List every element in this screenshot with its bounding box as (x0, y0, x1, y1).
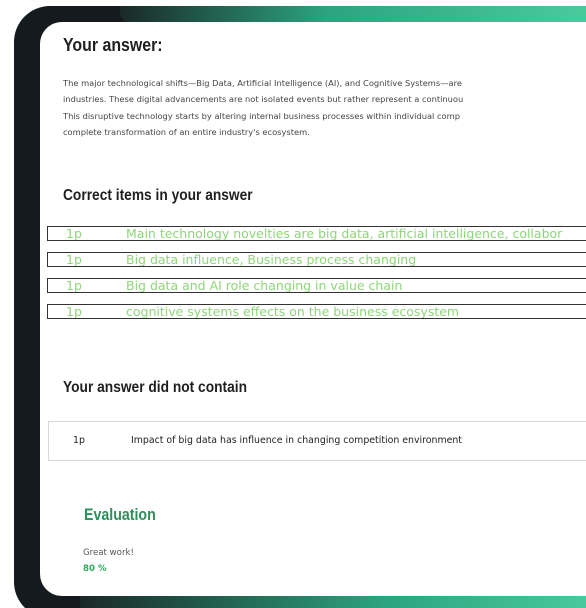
your-answer-heading: Your answer: (63, 34, 163, 55)
answer-line: industries. These digital advancements are not isolated events but rather represent a continuou (63, 94, 464, 105)
evaluation-heading: Evaluation (84, 506, 156, 524)
item-points: 1p (66, 226, 82, 241)
missing-item-row (48, 421, 586, 461)
bottom-accent-bar (80, 596, 586, 608)
item-points: 1p (73, 435, 85, 446)
correct-item-row (47, 278, 586, 293)
item-text: cognitive systems effects on the business ecosystem (126, 304, 460, 319)
missing-items-heading: Your answer did not contain (63, 379, 247, 396)
answer-line: The major technological shifts—Big Data, Artificial Intelligence (AI), and Cognitive Systems—are (63, 78, 462, 88)
answer-line: complete transformation of an entire industry's ecosystem. (63, 126, 310, 137)
item-points: 1p (66, 278, 82, 293)
item-text: Main technology novelties are big data, artificial intelligence, collabor (126, 226, 563, 241)
item-points: 1p (66, 252, 82, 267)
correct-item-row (47, 304, 586, 319)
answer-text (63, 75, 586, 140)
result-card (40, 22, 586, 596)
answer-line: This disruptive technology starts by altering internal business processes within individual comp (63, 110, 460, 121)
correct-items-heading: Correct items in your answer (63, 187, 253, 204)
evaluation-score: 80 % (83, 564, 107, 574)
correct-item-row (47, 226, 586, 241)
item-text: Impact of big data has influence in changing competition environment (131, 435, 462, 446)
item-text: Big data influence, Business process changing (126, 252, 417, 267)
item-text: Big data and AI role changing in value chain (126, 278, 403, 293)
item-points: 1p (66, 304, 82, 319)
correct-item-row (47, 252, 586, 267)
evaluation-message: Great work! (83, 548, 134, 558)
